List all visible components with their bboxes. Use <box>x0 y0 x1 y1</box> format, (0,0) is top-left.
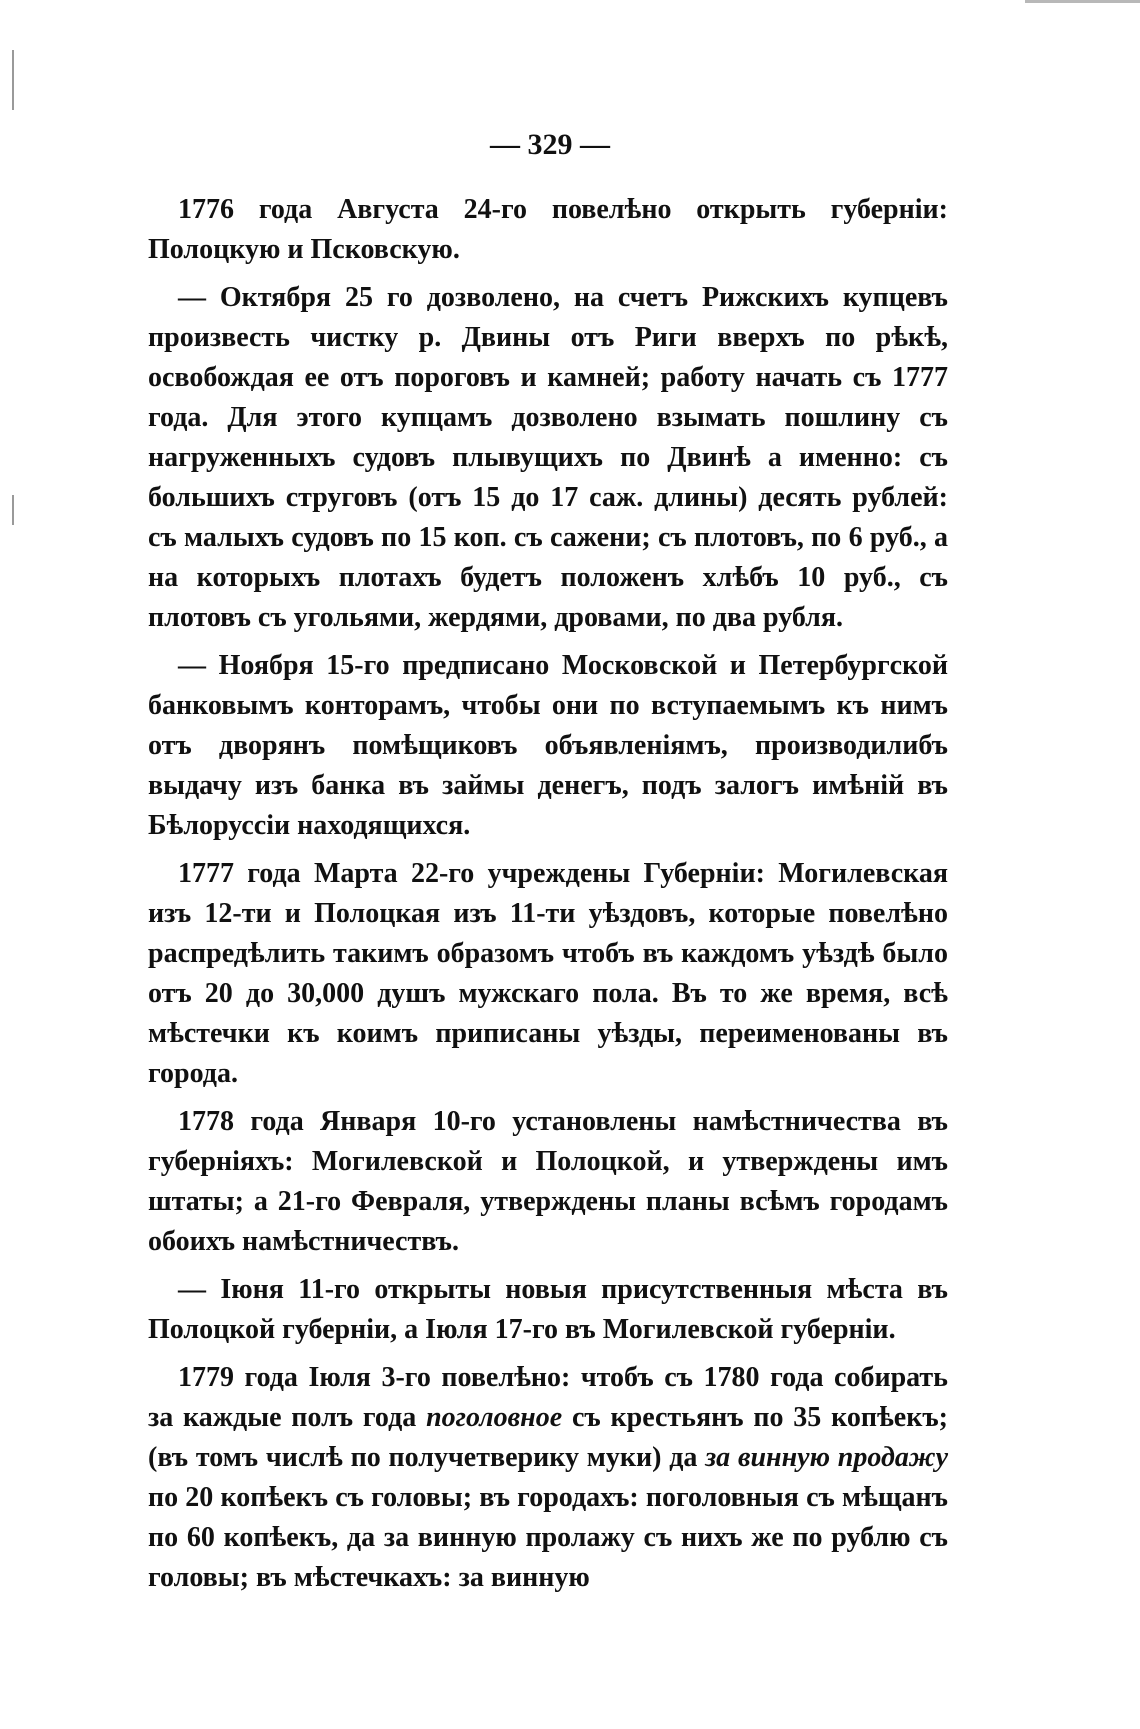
paragraph-1779-part1: 1779 года Іюля 3-го повелѣно: чтобъ съ 1780 года собирать за каждые полъ года <box>148 1362 948 1433</box>
paragraph-1777: 1777 года Марта 22-го учреждены Губерніи: Могилевская изъ 12-ти и Полоцкая изъ 11-ти уѣздовъ, которые повелѣно распредѣлить такимъ образомъ чтобъ въ каждомъ уѣздѣ было отъ 20 до 30,000 душъ мужскаго пола. Въ то же время, всѣ мѣстечки къ коимъ приписаны уѣзды, переименованы въ города. <box>148 858 948 1089</box>
paragraph-june-july: — Іюня 11-го открыты новыя присутственныя мѣста въ Полоцкой губерніи, а Іюля 17-го въ Могилевской губерніи. <box>148 1274 948 1345</box>
scan-edge-line <box>1025 0 1140 3</box>
scan-margin-mark <box>12 495 14 525</box>
paragraph-1779-italic2: за винную продажу <box>705 1442 948 1473</box>
paragraph-october-dvina: — Октября 25 го дозволено, на счетъ Рижскихъ купцевъ произвесть чистку р. Двины отъ Риги вверхъ по рѣкѣ, освобождая ее отъ пороговъ и камней; работу начать съ 1777 года. Для этого купцамъ дозволено взымать пошлину съ нагруженныхъ судовъ плывущихъ по Двинѣ а именно: съ большихъ струговъ (отъ 15 до 17 саж. длины) десять рублей: съ малыхъ судовъ по 15 коп. съ сажени; съ плотовъ, по 6 руб., а на которыхъ плотахъ будетъ положенъ хлѣбъ 10 руб., съ плотовъ съ угольями, жердями, дровами, по два рубля. <box>148 282 948 633</box>
page-number: — 329 — <box>490 128 610 161</box>
paragraph-1779-part2: съ крестьянъ по 35 копѣекъ; (въ томъ числѣ по получетверику муки) да <box>148 1402 948 1473</box>
paragraph-1779-part3: по 20 копѣекъ съ головы; въ городахъ: поголовныя съ мѣщанъ по 60 копѣекъ, да за винную пролажу съ нихъ же по рублю съ головы; въ мѣстечкахъ: за винную <box>148 1482 948 1593</box>
scan-margin-mark <box>12 50 14 110</box>
paragraph-1779-italic1: поголовное <box>426 1402 563 1433</box>
paragraph-1778: 1778 года Января 10-го установлены намѣстничества въ губерніяхъ: Могилевской и Полоцкой, и утверждены имъ штаты; а 21-го Февраля, утверждены планы всѣмъ городамъ обоихъ намѣстничествъ. <box>148 1106 948 1257</box>
page-text <box>148 190 948 1606</box>
paragraph-1779 <box>148 1358 948 1598</box>
paragraph-november-banks: — Ноября 15-го предписано Московской и Петербургской банковымъ конторамъ, чтобы они по вступаемымъ къ нимъ отъ дворянъ помѣщиковъ объявленіямъ, производилибъ выдачу изъ банка въ займы денегъ, подъ залогъ имѣній въ Бѣлоруссіи находящихся. <box>148 650 948 841</box>
paragraph-1776: 1776 года Августа 24-го повелѣно открыть губерніи: Полоцкую и Псковскую. <box>148 194 948 265</box>
